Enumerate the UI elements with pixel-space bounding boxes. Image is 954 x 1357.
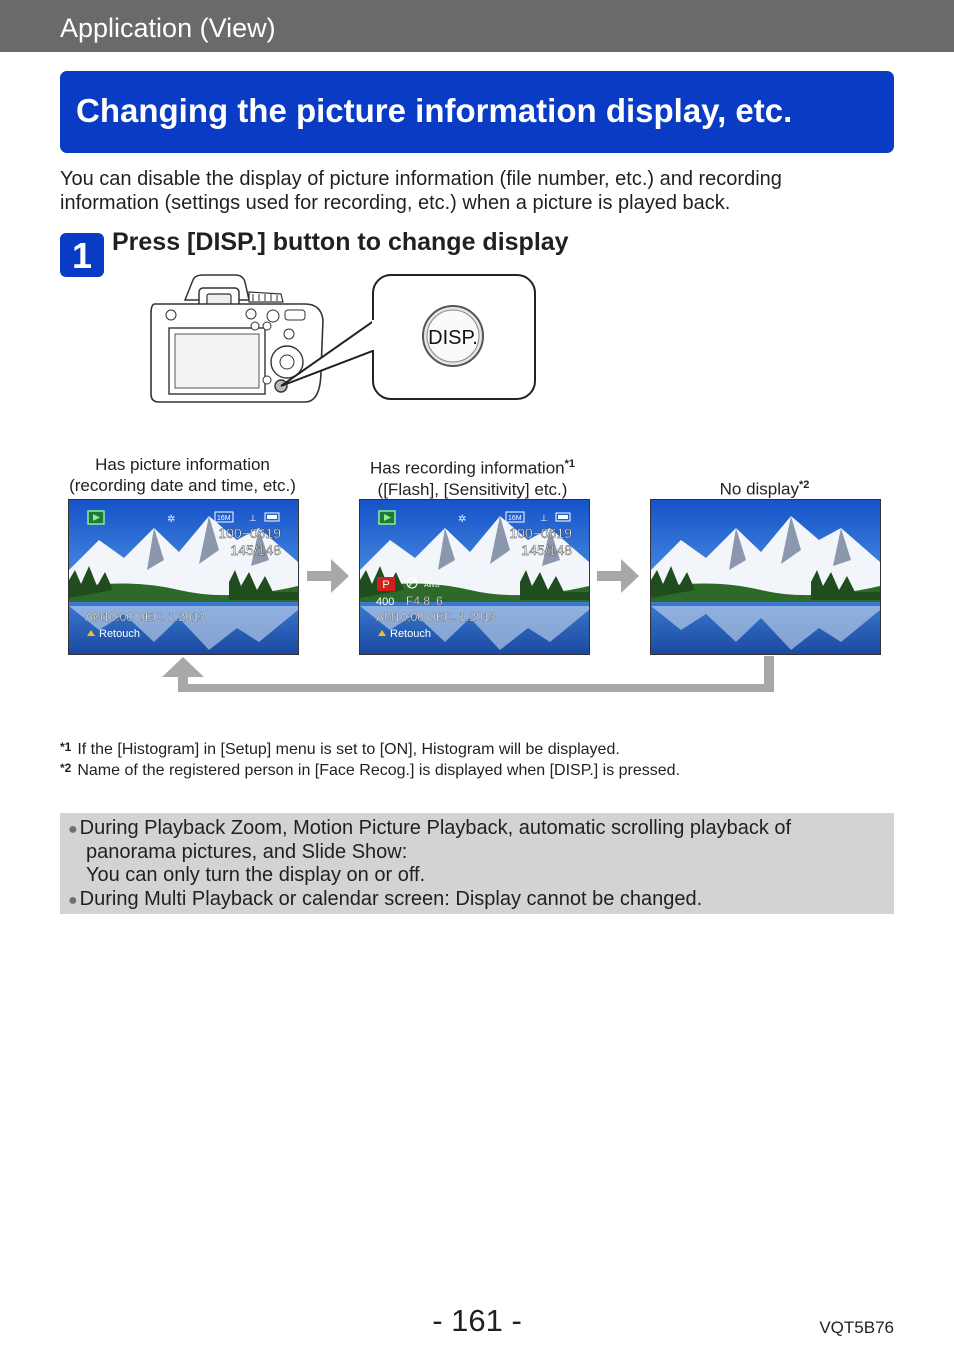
intro-paragraph <box>60 167 880 215</box>
page-title-banner <box>60 71 894 153</box>
photo-no-display <box>650 499 881 655</box>
quality-icon: ⊥ <box>249 513 257 523</box>
note-item-1-cont: panorama pictures, and Slide Show: <box>86 841 408 863</box>
page-number: - 161 - <box>432 1303 522 1338</box>
quality-icon: ⊥ <box>540 513 548 523</box>
flash-status-icon: ✲ <box>458 514 467 525</box>
note-item-2: ● During Multi Playback or calendar screen: Display cannot be changed. <box>68 888 703 910</box>
notes-box <box>60 813 894 914</box>
flash-status-icon: ✲ <box>167 514 176 525</box>
intro-line-2: information (settings used for recording, etc.) when a picture is played back. <box>60 192 731 214</box>
retouch-label: Retouch <box>99 628 140 640</box>
retouch-label: Retouch <box>390 628 431 640</box>
intro-line-1: You can disable the display of picture information (file number, etc.) and recording <box>60 168 782 190</box>
picture-count: 145/148 <box>230 542 281 558</box>
note-item-1: ● During Playback Zoom, Motion Picture Playback, automatic scrolling playback of <box>68 817 792 839</box>
panel-caption-2: Has recording information$^{*1}$ ([Flash], [Sensitivity] etc.) <box>369 458 576 499</box>
disp-button-label: DISP. <box>428 327 478 349</box>
rec-mode-label: P <box>382 579 390 591</box>
page-title: Changing the picture information display, etc. <box>76 92 793 129</box>
right-arrow-icon-1 <box>305 556 351 596</box>
recording-date: AM10:00 DEC. 1.2013 <box>85 610 206 624</box>
file-number: 100−0619 <box>218 525 281 541</box>
footnote-1: *1 If the [Histogram] in [Setup] menu is set to [ON], Histogram will be displayed. <box>60 740 620 758</box>
panel-caption-1: Has picture information (recording date and time, etc.) <box>69 455 296 495</box>
note-item-1-detail: You can only turn the display on or off. <box>86 864 426 886</box>
shutter-value: 6 <box>436 594 443 608</box>
picture-count: 145/148 <box>521 542 572 558</box>
photo-with-picture-info <box>68 499 299 655</box>
right-arrow-icon-2 <box>595 556 641 596</box>
step-number-badge: 1 <box>60 233 104 277</box>
footnote-2: *2 Name of the registered person in [Face Recog.] is displayed when [DISP.] is pressed. <box>60 761 681 779</box>
recording-date: AM10:00 DEC. 1.2013 <box>376 610 497 624</box>
section-header-bar <box>0 0 954 52</box>
document-code: VQT5B76 <box>819 1318 894 1337</box>
picture-size-label: 16M <box>508 515 522 522</box>
footnote-ref-1: *1 <box>564 458 576 470</box>
white-balance-label: AWB <box>424 582 440 589</box>
bullet-icon: ● <box>68 892 78 909</box>
panel-caption-3: No display$^{*2}$ <box>719 479 810 499</box>
camera-back-illustration <box>145 270 545 410</box>
bullet-icon: ● <box>68 821 78 838</box>
step-title: Press [DISP.] button to change display <box>112 228 569 256</box>
photo-with-recording-info <box>359 499 590 655</box>
footnote-ref-2: *2 <box>798 479 810 491</box>
section-title: Application (View) <box>60 13 276 43</box>
picture-size-label: 16M <box>217 515 231 522</box>
return-loop-arrow-icon <box>160 655 780 695</box>
iso-value: 400 <box>376 596 395 608</box>
file-number: 100−0619 <box>509 525 572 541</box>
aperture-value: F4.8 <box>406 594 431 608</box>
